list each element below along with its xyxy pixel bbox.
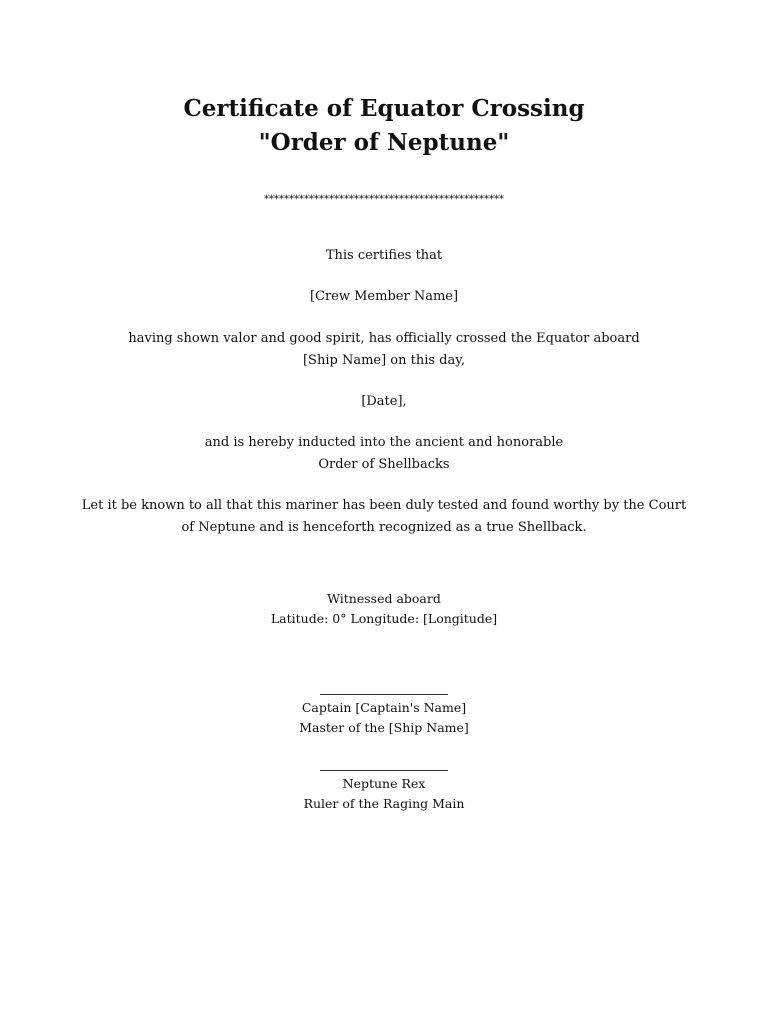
certificate-title-line2: "Order of Neptune"	[258, 129, 510, 156]
known-text-line1: Let it be known to all that this mariner has been duly tested and found worthy by the Court	[81, 498, 687, 513]
neptune-signature-line	[320, 770, 448, 771]
certificate-title-line1: Certificate of Equator Crossing	[183, 95, 585, 122]
captain-signature-line	[320, 694, 448, 695]
crossing-date: [Date],	[361, 394, 407, 409]
inducted-text-line2: Order of Shellbacks	[318, 457, 450, 472]
inducted-text-line1: and is hereby inducted into the ancient and honorable	[204, 435, 564, 450]
certifies-text: This certifies that	[325, 248, 443, 263]
crew-member-name: [Crew Member Name]	[309, 289, 459, 304]
captain-name: Captain [Captain's Name]	[301, 700, 467, 715]
neptune-name: Neptune Rex	[342, 776, 426, 791]
valor-text-line2: [Ship Name] on this day,	[302, 353, 466, 368]
witnessed-label: Witnessed aboard	[327, 591, 441, 606]
known-text-line2: of Neptune and is henceforth recognized as a true Shellback.	[181, 520, 587, 535]
captain-title: Master of the [Ship Name]	[299, 720, 469, 735]
neptune-title: Ruler of the Raging Main	[303, 796, 465, 811]
asterisk-separator: ************************************************	[264, 194, 504, 205]
coordinates-text: Latitude: 0° Longitude: [Longitude]	[270, 611, 498, 626]
valor-text-line1: having shown valor and good spirit, has officially crossed the Equator aboard	[128, 331, 640, 346]
